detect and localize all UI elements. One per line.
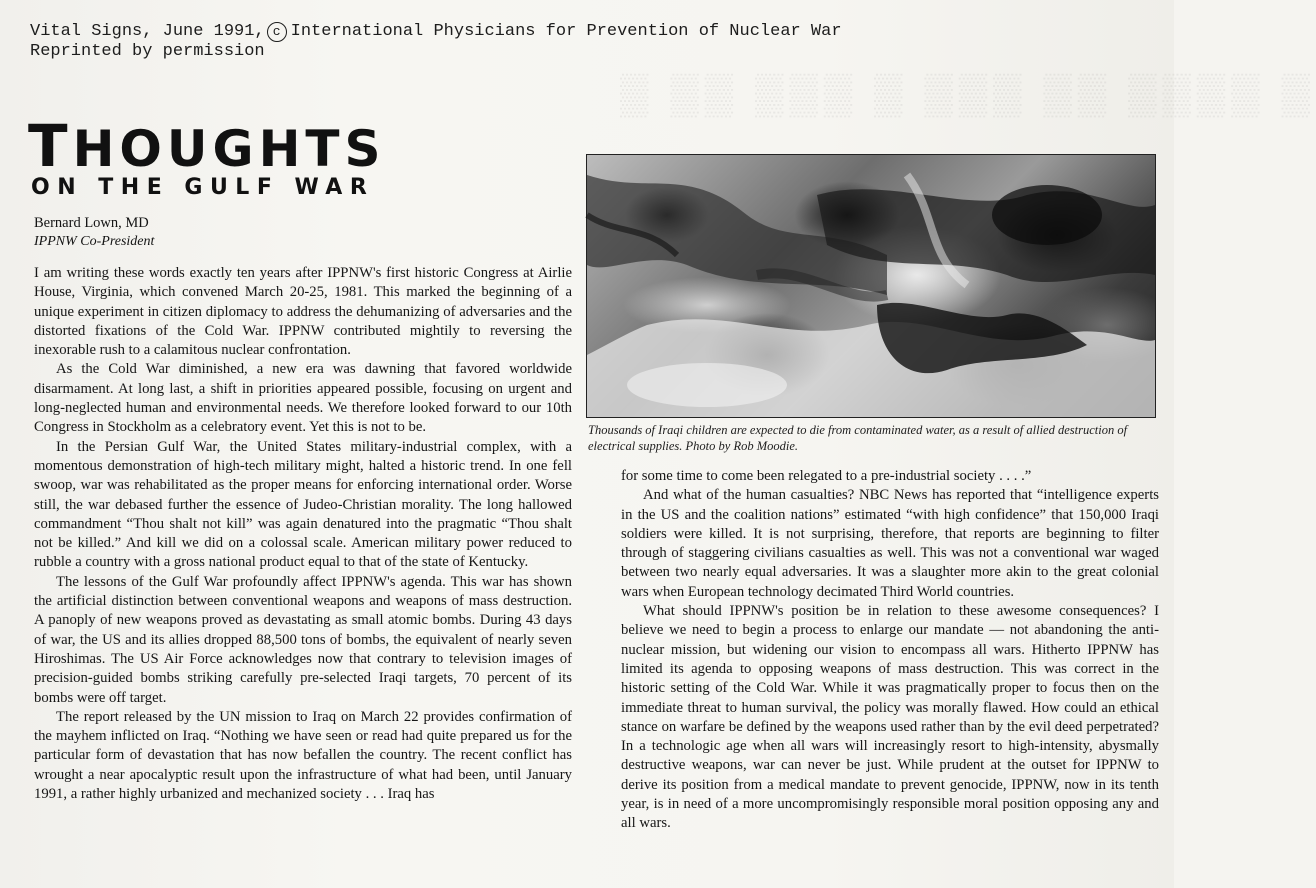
source-line1-pre: Vital Signs, June 1991,	[30, 22, 265, 41]
source-line2: Reprinted by permission	[30, 42, 265, 61]
paragraph: The report released by the UN mission to Iraq on March 22 provides confirmation of the mayhem inflicted on Iraq. “Nothing we have seen or read had quite prepared us for the particular form of devastation that has now befallen the country. The recent conflict has wrought a near apocalyptic result upon the infrastructure of what had been, until January 1991, a rather highly urbanized and mechanized society . . . Iraq has	[34, 708, 572, 803]
bleed-through-texture: ▒ ▒▒ ▒▒▒ ▒ ▒▒▒ ▒▒ ▒▒▒▒ ▒	[620, 71, 1316, 116]
photo-illustration	[587, 155, 1155, 417]
title-rest: HOUGHTS	[72, 120, 386, 178]
paragraph: for some time to come been relegated to a pre-industrial society . . . .”	[621, 468, 1032, 484]
title-initial: T	[28, 112, 73, 180]
paragraph: In the Persian Gulf War, the United States military-industrial complex, with a momentous demonstration of high-tech military might, halted a historic trend. In one fell swoop, war was rehabilitated as the proper means for enforcing international order. Worse still, the war debased further the essence of Judeo-Christian morality. The long hallowed commandment “Thou shalt not kill” was again denatured into the pragmatic “Thou shalt not be killed.” And kill we did on a colossal scale. American military power reduced to rubble a country with a gross national product equal to that of the state of Kentucky.	[34, 438, 572, 571]
right-column	[621, 467, 1159, 834]
source-line1-post: International Physicians for Prevention of Nuclear War	[290, 22, 842, 41]
left-column	[34, 264, 572, 804]
reprint-notice	[30, 22, 842, 61]
author-name: Bernard Lown, MD	[34, 215, 149, 231]
article-photo	[586, 154, 1156, 418]
photo-caption: Thousands of Iraqi children are expected to die from contaminated water, as a result of allied destruction of electrical supplies. Photo by Rob Moodie.	[588, 423, 1128, 453]
author-affiliation: IPPNW Co-President	[34, 234, 155, 249]
article-subtitle: ON THE GULF WAR	[31, 175, 375, 200]
paragraph: As the Cold War diminished, a new era was dawning that favored worldwide disarmament. At long last, a shift in priorities appeared possible, focusing on urgent and long-neglected human and environmental needs. We therefore looked forward to our 10th Congress in Stockholm as a celebratory event. Yet this is not to be.	[34, 361, 572, 436]
paragraph: What should IPPNW's position be in relation to these awesome consequences? I believe we need to begin a process to enlarge our mandate — not abandoning the anti-nuclear mission, but widening our vision to encompass all wars. Hitherto IPPNW has limited its agenda to opposing weapons of mass destruction. This was correct in the historic setting of the Cold War. While it was pragmatically proper to focus then on the immediate threat to human survival, the policy was morally flawed. How could an ethical stance on warfare be defined by the weapons used rather than by the evil deed perpetrated? In a technologic age when all wars will increasingly resort to high-intensity, abysmally destructive weapons, war can never be just. While prudent at the outset for IPPNW to derive its position from a medical mandate to prevent genocide, IPPNW, now in its tenth year, is in need of a more uncompromisingly responsible moral position opposing any and all wars.	[621, 603, 1159, 832]
paragraph: I am writing these words exactly ten years after IPPNW's first historic Congress at Airlie House, Virginia, which convened March 20-25, 1981. This marked the beginning of a unique experiment in citizen diplomacy to address the dehumanizing of adversaries and the distorted fixations of the Cold War. IPPNW contributed mightily to reversing the inexorable rush to a calamitous nuclear confrontation.	[34, 265, 572, 359]
copyright-icon: c	[267, 22, 287, 42]
paragraph: And what of the human casualties? NBC News has reported that “intelligence experts in the US and the coalition nations” estimated “with high confidence” that 150,000 Iraqi soldiers were killed. It is not surprising, therefore, that reports are beginning to filter through of staggering civilians casualties as well. This was not a conventional war waged between two nearly equal adversaries. It was a slaughter more akin to the great colonial wars when European technology decimated Third World countries.	[621, 487, 1159, 600]
article-title	[28, 112, 386, 180]
paragraph: The lessons of the Gulf War profoundly affect IPPNW's agenda. This war has shown the artificial distinction between conventional weapons and weapons of mass destruction. A panoply of new weapons proved as devastating as small atomic bombs. During 43 days of war, the US and its allies dropped 88,500 tons of bombs, the equivalent of nearly seven Hiroshimas. The US Air Force acknowledges now that contrary to television images of precision-guided bombs striking carefully pre-selected Iraqi targets, 70 percent of its bombs were off target.	[34, 573, 572, 706]
